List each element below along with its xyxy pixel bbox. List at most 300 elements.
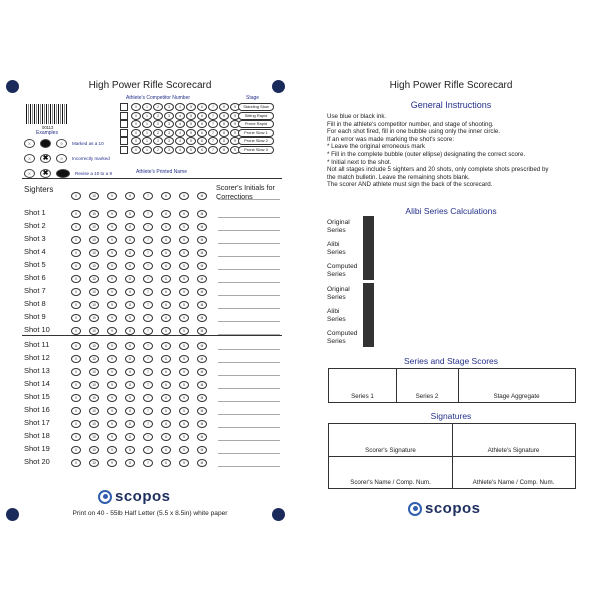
score-bubble[interactable]: 10 (89, 407, 99, 415)
score-bubble[interactable]: 5 (179, 459, 189, 467)
digit-bubble[interactable]: 1 (142, 146, 152, 154)
digit-bubble[interactable]: 2 (153, 146, 163, 154)
score-bubble[interactable]: M (197, 446, 207, 454)
score-bubble[interactable]: 8 (125, 342, 135, 350)
score-bubble[interactable]: 8 (125, 459, 135, 467)
score-bubble[interactable]: 10 (89, 192, 99, 200)
score-bubble[interactable]: 10 (89, 223, 99, 231)
digit-bubble[interactable]: 0 (131, 129, 141, 137)
score-bubble[interactable]: 5 (179, 381, 189, 389)
score-bubble[interactable]: X (71, 368, 81, 376)
score-bubble[interactable]: X (71, 420, 81, 428)
alibi-cell[interactable] (373, 238, 374, 259)
digit-bubble[interactable]: 8 (219, 129, 229, 137)
alibi-row-label: Original Series (327, 286, 350, 301)
digit-bubble[interactable]: 5 (186, 146, 196, 154)
shot-row (71, 262, 215, 270)
score-bubble[interactable]: 9 (107, 355, 117, 363)
alibi-row-label: Alibi Series (327, 241, 346, 256)
score-bubble[interactable]: 9 (107, 192, 117, 200)
score-bubble[interactable]: M (197, 249, 207, 257)
score-bubble[interactable]: 5 (179, 368, 189, 376)
score-bubble[interactable]: 9 (107, 275, 117, 283)
digit-bubble[interactable]: 7 (208, 120, 218, 128)
digit-bubble[interactable]: 1 (142, 120, 152, 128)
example-revise-label: Revise a 10 to a 9 (75, 171, 113, 176)
score-bubble[interactable]: 9 (107, 223, 117, 231)
digit-bubble[interactable]: 4 (175, 120, 185, 128)
digit-bubble[interactable]: 8 (219, 146, 229, 154)
digit-bubble[interactable]: 4 (175, 146, 185, 154)
score-bubble[interactable]: 8 (125, 381, 135, 389)
score-bubble[interactable]: 6 (161, 407, 171, 415)
score-bubble[interactable]: 8 (125, 446, 135, 454)
digit-box[interactable] (120, 137, 128, 145)
digit-bubble[interactable]: 2 (153, 120, 163, 128)
score-bubble[interactable]: 7 (143, 381, 153, 389)
digit-bubble[interactable]: 7 (208, 129, 218, 137)
divider (22, 178, 282, 179)
score-bubble[interactable]: 6 (161, 327, 171, 335)
scorers-initials-label: Scorer's Initials for Corrections (216, 183, 275, 201)
scorer-initials-line[interactable] (218, 453, 280, 454)
shot-row (71, 342, 215, 350)
score-bubble[interactable]: 6 (161, 210, 171, 218)
score-bubble[interactable]: 9 (107, 459, 117, 467)
score-bubble[interactable]: M (197, 368, 207, 376)
score-bubble[interactable]: X (71, 262, 81, 270)
shot-label: Shot 2 (24, 221, 46, 230)
score-bubble[interactable]: 6 (161, 301, 171, 309)
score-bubble[interactable]: 10 (89, 301, 99, 309)
scorer-initials-line[interactable] (218, 243, 280, 244)
score-bubble[interactable]: 5 (179, 342, 189, 350)
score-bubble[interactable]: 5 (179, 301, 189, 309)
digit-bubble[interactable]: 1 (142, 103, 152, 111)
digit-bubble[interactable]: 7 (208, 112, 218, 120)
score-bubble[interactable]: 6 (161, 342, 171, 350)
scorer-initials-line[interactable] (218, 414, 280, 415)
score-bubble[interactable]: X (71, 433, 81, 441)
score-bubble[interactable]: 7 (143, 420, 153, 428)
score-bubble[interactable]: 7 (143, 301, 153, 309)
score-bubble[interactable]: M (197, 355, 207, 363)
shot-row (71, 236, 215, 244)
score-bubble[interactable]: 10 (89, 236, 99, 244)
score-bubble[interactable]: X (71, 394, 81, 402)
score-bubble[interactable]: 7 (143, 342, 153, 350)
score-bubble[interactable]: 8 (125, 275, 135, 283)
score-bubble[interactable]: M (197, 210, 207, 218)
score-bubble[interactable]: M (197, 236, 207, 244)
score-bubble[interactable]: 9 (107, 236, 117, 244)
score-bubble[interactable]: 7 (143, 394, 153, 402)
score-bubble[interactable]: 5 (179, 249, 189, 257)
score-bubble[interactable]: M (197, 314, 207, 322)
score-bubble[interactable]: 5 (179, 223, 189, 231)
score-bubble[interactable]: 7 (143, 446, 153, 454)
stage-option[interactable]: Prone Slow 1 (238, 129, 274, 137)
scorer-initials-line[interactable] (218, 217, 280, 218)
score-bubble[interactable]: 6 (161, 446, 171, 454)
score-bubble[interactable]: 7 (143, 433, 153, 441)
digit-bubble[interactable]: 5 (186, 103, 196, 111)
digit-bubble[interactable]: 4 (175, 129, 185, 137)
digit-bubble[interactable]: 8 (219, 112, 229, 120)
score-bubble[interactable]: 9 (107, 262, 117, 270)
scorer-initials-line[interactable] (218, 282, 280, 283)
digit-bubble[interactable]: 8 (219, 103, 229, 111)
score-bubble[interactable]: 8 (125, 407, 135, 415)
score-bubble[interactable]: 5 (179, 394, 189, 402)
score-bubble[interactable]: 10 (89, 262, 99, 270)
score-bubble[interactable]: X (71, 407, 81, 415)
score-bubble[interactable]: 8 (125, 223, 135, 231)
score-bubble[interactable]: 5 (179, 355, 189, 363)
score-bubble[interactable]: 7 (143, 355, 153, 363)
score-bubble[interactable]: 7 (143, 192, 153, 200)
score-bubble[interactable]: 9 (107, 301, 117, 309)
score-bubble[interactable]: 6 (161, 433, 171, 441)
score-bubble[interactable]: 8 (125, 314, 135, 322)
shot-label: Shot 1 (24, 208, 46, 217)
alibi-table[interactable] (363, 216, 374, 280)
score-bubble[interactable]: 8 (125, 236, 135, 244)
scorer-initials-line[interactable] (218, 256, 280, 257)
score-bubble[interactable]: 10 (89, 249, 99, 257)
digit-bubble[interactable]: 5 (186, 129, 196, 137)
score-bubble[interactable]: 6 (161, 459, 171, 467)
score-bubble[interactable]: 7 (143, 459, 153, 467)
score-bubble[interactable]: M (197, 433, 207, 441)
instruction-line: Not all stages include 5 sighters and 20 shots, only complete shots prescribed by (327, 166, 549, 174)
score-bubble[interactable]: 6 (161, 236, 171, 244)
score-bubble[interactable]: X (71, 381, 81, 389)
example-bubble: 9 (56, 139, 67, 148)
score-bubble[interactable]: 9 (107, 407, 117, 415)
score-bubble[interactable]: X (71, 223, 81, 231)
score-bubble[interactable]: 5 (179, 327, 189, 335)
score-bubble[interactable]: X (71, 288, 81, 296)
score-bubble[interactable]: 10 (89, 433, 99, 441)
digit-bubble[interactable]: 9 (230, 103, 240, 111)
digit-bubble[interactable]: 7 (208, 103, 218, 111)
score-bubble[interactable]: 7 (143, 236, 153, 244)
digit-bubble[interactable]: 1 (142, 112, 152, 120)
digit-bubble[interactable]: 9 (230, 129, 240, 137)
series-2-label: Series 2 (415, 393, 439, 400)
competitor-digit-row (120, 137, 241, 146)
score-bubble[interactable]: M (197, 394, 207, 402)
digit-bubble[interactable]: 9 (230, 137, 240, 145)
scorer-initials-line[interactable] (218, 440, 280, 441)
score-bubble[interactable]: 6 (161, 381, 171, 389)
score-bubble[interactable]: M (197, 381, 207, 389)
digit-bubble[interactable]: 6 (197, 146, 207, 154)
score-bubble[interactable]: M (197, 407, 207, 415)
score-bubble[interactable]: 9 (107, 249, 117, 257)
example-row-revise (24, 169, 112, 178)
score-bubble[interactable]: 9 (107, 314, 117, 322)
digit-bubble[interactable]: 0 (131, 120, 141, 128)
score-bubble[interactable]: M (197, 275, 207, 283)
shot-row (71, 288, 215, 296)
score-bubble[interactable]: 10 (89, 314, 99, 322)
shot-label: Shot 14 (24, 379, 50, 388)
score-bubble[interactable]: 6 (161, 394, 171, 402)
score-bubble[interactable]: 5 (179, 314, 189, 322)
score-bubble[interactable]: 8 (125, 288, 135, 296)
score-bubble[interactable]: X (71, 210, 81, 218)
score-bubble[interactable]: M (197, 288, 207, 296)
score-bubble[interactable]: X (71, 192, 81, 200)
score-bubble[interactable]: 7 (143, 407, 153, 415)
sighter-row (71, 192, 215, 200)
score-bubble[interactable]: 6 (161, 314, 171, 322)
digit-bubble[interactable]: 6 (197, 103, 207, 111)
digit-bubble[interactable]: 0 (131, 103, 141, 111)
digit-bubble[interactable]: 6 (197, 120, 207, 128)
score-bubble[interactable]: 8 (125, 420, 135, 428)
competitor-digit-row (120, 103, 241, 112)
score-bubble[interactable]: 9 (107, 288, 117, 296)
digit-bubble[interactable]: 0 (131, 146, 141, 154)
score-bubble[interactable]: 7 (143, 275, 153, 283)
digit-box[interactable] (120, 120, 128, 128)
score-bubble[interactable]: M (197, 301, 207, 309)
score-bubble[interactable]: 5 (179, 262, 189, 270)
score-bubble[interactable]: 5 (179, 192, 189, 200)
score-bubble[interactable]: 8 (125, 249, 135, 257)
stage-option[interactable]: Prone Rapid (238, 120, 274, 128)
score-bubble[interactable]: 10 (89, 342, 99, 350)
score-bubble[interactable]: 8 (125, 355, 135, 363)
digit-bubble[interactable]: 3 (164, 129, 174, 137)
score-bubble[interactable]: X (71, 301, 81, 309)
score-bubble[interactable]: 7 (143, 210, 153, 218)
shot-row (71, 381, 215, 389)
stage-option[interactable]: Sitting Rapid (238, 112, 274, 120)
digit-bubble[interactable]: 5 (186, 112, 196, 120)
digit-bubble[interactable]: 3 (164, 137, 174, 145)
score-bubble[interactable]: 9 (107, 420, 117, 428)
scorer-initials-line[interactable] (218, 349, 280, 350)
score-bubble[interactable]: M (197, 420, 207, 428)
score-bubble[interactable]: 5 (179, 275, 189, 283)
stage-label: Stage (246, 95, 260, 101)
scorer-initials-line[interactable] (218, 269, 280, 270)
score-bubble[interactable]: 8 (125, 433, 135, 441)
digit-bubble[interactable]: 9 (230, 120, 240, 128)
score-bubble[interactable]: 9 (107, 433, 117, 441)
score-bubble[interactable]: 5 (179, 433, 189, 441)
digit-bubble[interactable]: 6 (197, 137, 207, 145)
scorer-initials-line[interactable] (218, 308, 280, 309)
digit-bubble[interactable]: 5 (186, 120, 196, 128)
score-bubble[interactable]: 9 (107, 342, 117, 350)
score-bubble[interactable]: X (71, 249, 81, 257)
score-bubble[interactable]: 10 (89, 394, 99, 402)
scorer-initials-line[interactable] (218, 321, 280, 322)
score-bubble[interactable]: M (197, 223, 207, 231)
digit-bubble[interactable]: 8 (219, 120, 229, 128)
score-bubble[interactable]: 7 (143, 327, 153, 335)
print-footer: Print on 40 - 55lb Half Letter (5.5 x 8.5in) white paper (72, 510, 228, 517)
alibi-cell[interactable] (373, 259, 374, 280)
digit-bubble[interactable]: 1 (142, 129, 152, 137)
score-bubble[interactable]: X (71, 459, 81, 467)
digit-bubble[interactable]: 2 (153, 112, 163, 120)
score-bubble[interactable]: 7 (143, 223, 153, 231)
score-bubble[interactable]: 8 (125, 262, 135, 270)
score-bubble[interactable]: 7 (143, 288, 153, 296)
example-row-incorrect (24, 154, 110, 163)
score-bubble[interactable]: 9 (107, 381, 117, 389)
score-bubble[interactable]: 9 (107, 446, 117, 454)
score-bubble[interactable]: M (197, 192, 207, 200)
score-bubble[interactable]: 5 (179, 236, 189, 244)
score-bubble[interactable]: 7 (143, 262, 153, 270)
score-bubble[interactable]: 8 (125, 210, 135, 218)
score-bubble[interactable]: 10 (89, 381, 99, 389)
digit-box[interactable] (120, 103, 128, 111)
shot-label: Shot 9 (24, 312, 46, 321)
score-bubble[interactable]: 6 (161, 368, 171, 376)
score-bubble[interactable]: 10 (89, 459, 99, 467)
digit-bubble[interactable]: 0 (131, 137, 141, 145)
digit-bubble[interactable]: 4 (175, 103, 185, 111)
score-bubble[interactable]: 6 (161, 420, 171, 428)
scorer-initials-line[interactable] (218, 362, 280, 363)
score-bubble[interactable]: 5 (179, 446, 189, 454)
scorer-initials-line[interactable] (218, 427, 280, 428)
score-bubble[interactable]: X (71, 314, 81, 322)
score-bubble[interactable]: M (197, 459, 207, 467)
score-bubble[interactable]: 8 (125, 368, 135, 376)
digit-bubble[interactable]: 0 (131, 112, 141, 120)
score-bubble[interactable]: 8 (125, 394, 135, 402)
score-bubble[interactable]: M (197, 342, 207, 350)
alibi-cell[interactable] (373, 326, 374, 347)
score-bubble[interactable]: 7 (143, 249, 153, 257)
score-bubble[interactable]: 10 (89, 210, 99, 218)
alibi-cell[interactable] (373, 217, 374, 238)
score-bubble[interactable]: 10 (89, 327, 99, 335)
sighters-label: Sighters (24, 185, 54, 194)
competitor-number-grid[interactable] (120, 103, 241, 154)
score-bubble[interactable]: 8 (125, 192, 135, 200)
digit-bubble[interactable]: 3 (164, 120, 174, 128)
score-bubble[interactable]: 9 (107, 210, 117, 218)
score-bubble[interactable]: 8 (125, 301, 135, 309)
digit-bubble[interactable]: 6 (197, 112, 207, 120)
scorer-initials-line[interactable] (218, 295, 280, 296)
digit-bubble[interactable]: 2 (153, 137, 163, 145)
score-bubble[interactable]: M (197, 262, 207, 270)
score-bubble[interactable]: X (71, 327, 81, 335)
score-bubble[interactable]: 9 (107, 327, 117, 335)
score-bubble[interactable]: 6 (161, 223, 171, 231)
digit-box[interactable] (120, 146, 128, 154)
digit-bubble[interactable]: 9 (230, 112, 240, 120)
score-bubble[interactable]: X (71, 275, 81, 283)
digit-bubble[interactable]: 8 (219, 137, 229, 145)
score-bubble[interactable]: 10 (89, 288, 99, 296)
alibi-cell[interactable] (373, 305, 374, 326)
digit-bubble[interactable]: 2 (153, 103, 163, 111)
digit-box[interactable] (120, 129, 128, 137)
instruction-text: For each shot fired, fill in one bubble using only the inner circle. (327, 128, 501, 136)
digit-bubble[interactable]: 5 (186, 137, 196, 145)
score-bubble[interactable]: X (71, 446, 81, 454)
digit-bubble[interactable]: 2 (153, 129, 163, 137)
scorer-initials-line[interactable] (218, 230, 280, 231)
score-bubble[interactable]: 8 (125, 327, 135, 335)
score-bubble[interactable]: 5 (179, 420, 189, 428)
stage-option[interactable]: Prone Slow 3 (238, 146, 274, 154)
score-bubble[interactable]: 9 (107, 368, 117, 376)
score-bubble[interactable]: 5 (179, 407, 189, 415)
scorer-initials-line[interactable] (218, 466, 280, 467)
digit-bubble[interactable]: 3 (164, 112, 174, 120)
digit-bubble[interactable]: 9 (230, 146, 240, 154)
score-bubble[interactable]: 9 (107, 394, 117, 402)
score-bubble[interactable]: 10 (89, 275, 99, 283)
score-bubble[interactable]: X (71, 236, 81, 244)
digit-bubble[interactable]: 3 (164, 103, 174, 111)
page-title: High Power Rifle Scorecard (389, 80, 513, 91)
scorer-name-label: Scorer's Name / Comp. Num. (350, 479, 431, 486)
score-bubble[interactable]: 6 (161, 192, 171, 200)
digit-bubble[interactable]: 1 (142, 137, 152, 145)
score-bubble[interactable]: 7 (143, 368, 153, 376)
signatures-box[interactable] (328, 423, 576, 489)
digit-bubble[interactable]: 7 (208, 137, 218, 145)
score-bubble[interactable]: 6 (161, 288, 171, 296)
score-bubble[interactable]: X (71, 342, 81, 350)
alibi-cell[interactable] (373, 284, 374, 305)
scorer-initials-line[interactable] (218, 401, 280, 402)
stage-option[interactable]: Standing Slow (238, 103, 274, 111)
score-bubble[interactable]: 10 (89, 420, 99, 428)
score-bubble[interactable]: M (197, 327, 207, 335)
score-bubble[interactable]: 5 (179, 210, 189, 218)
instructions-text (327, 113, 587, 189)
score-bubble[interactable]: 6 (161, 249, 171, 257)
alibi-table[interactable] (363, 283, 374, 347)
score-bubble[interactable]: 7 (143, 314, 153, 322)
series-box[interactable] (328, 368, 576, 403)
scorer-initials-line[interactable] (218, 388, 280, 389)
scorer-initials-line[interactable] (218, 199, 280, 200)
score-bubble[interactable]: 10 (89, 446, 99, 454)
score-bubble[interactable]: 10 (89, 368, 99, 376)
digit-bubble[interactable]: 6 (197, 129, 207, 137)
digit-bubble[interactable]: 4 (175, 112, 185, 120)
digit-bubble[interactable]: 3 (164, 146, 174, 154)
digit-box[interactable] (120, 112, 128, 120)
score-bubble[interactable]: 6 (161, 355, 171, 363)
digit-bubble[interactable]: 4 (175, 137, 185, 145)
score-bubble[interactable]: 5 (179, 288, 189, 296)
score-bubble[interactable]: X (71, 355, 81, 363)
stage-option[interactable]: Prone Slow 2 (238, 137, 274, 145)
score-bubble[interactable]: 6 (161, 275, 171, 283)
score-bubble[interactable]: 6 (161, 262, 171, 270)
digit-bubble[interactable]: 7 (208, 146, 218, 154)
scorer-initials-line[interactable] (218, 375, 280, 376)
score-bubble[interactable]: 10 (89, 355, 99, 363)
